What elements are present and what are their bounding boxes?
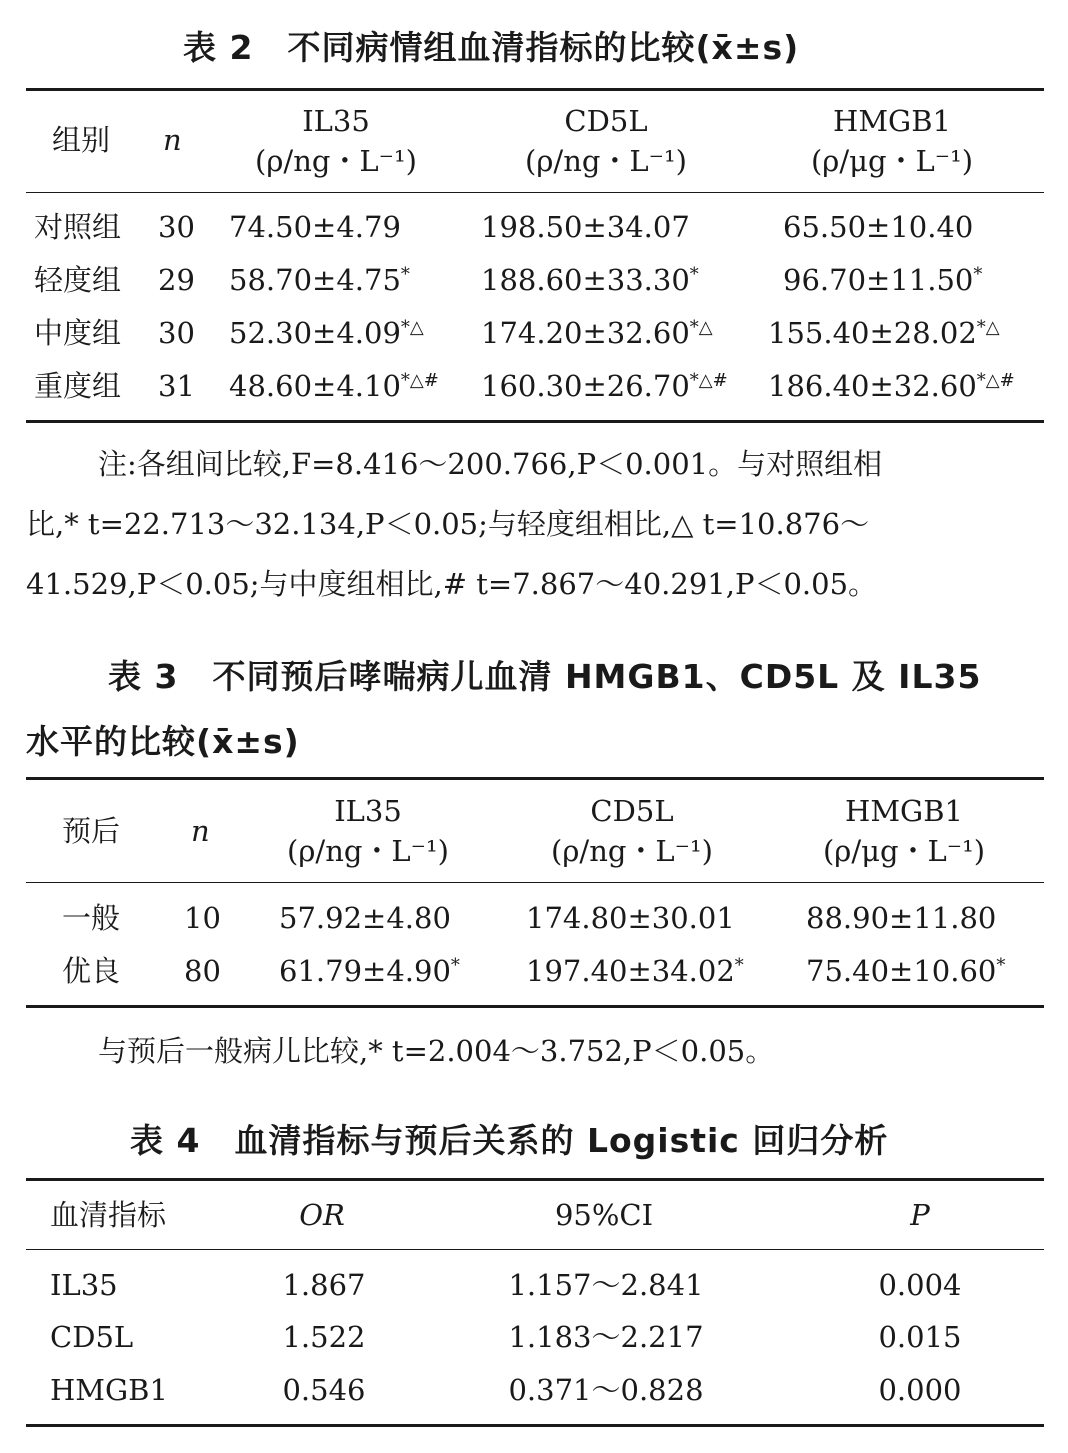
table4-header-index: 血清指标	[50, 1198, 167, 1232]
table3-bottom-rule	[26, 1005, 1044, 1008]
table3-row-il35: 61.79±4.90*	[279, 954, 460, 988]
table3-row-hmgb1: 88.90±11.80	[806, 901, 997, 935]
table3-header-hmgb1-unit: (ρ/μg・L⁻¹)	[822, 834, 986, 868]
table3-header-prognosis: 预后	[62, 814, 121, 848]
table2-header-hmgb1-unit: (ρ/μg・L⁻¹)	[810, 144, 974, 178]
table4-row-index: HMGB1	[50, 1373, 168, 1407]
table4-row-p: 0.015	[878, 1320, 962, 1354]
table4-row-index: IL35	[50, 1268, 118, 1302]
table4-header-p: P	[910, 1198, 930, 1232]
table3-title-line2: 水平的比较(x̄±s)	[26, 722, 300, 761]
table2-row-hmgb1: 186.40±32.60*△#	[768, 369, 1015, 403]
table2-row-il35: 52.30±4.09*△	[229, 316, 424, 350]
table4-row-p: 0.004	[878, 1268, 962, 1302]
table3-row-cd5l: 197.40±34.02*	[526, 954, 744, 988]
table2-row-hmgb1: 155.40±28.02*△	[768, 316, 1000, 350]
table3-header-rule	[26, 882, 1044, 883]
table3-header-hmgb1: HMGB1	[845, 794, 963, 828]
table2-row-cd5l: 198.50±34.07	[481, 210, 690, 244]
table2-note-line: 41.529,P＜0.05;与中度组相比,# t=7.867～40.291,P＜0.05。	[26, 567, 878, 601]
table2-header-cd5l: CD5L	[564, 104, 648, 138]
table4-header-rule	[26, 1249, 1044, 1250]
table2-row-group: 重度组	[34, 369, 122, 403]
table3-top-rule	[26, 777, 1044, 780]
table3-header-cd5l-unit: (ρ/ng・L⁻¹)	[551, 834, 713, 868]
table2-bottom-rule	[26, 420, 1044, 423]
table2-row-il35: 74.50±4.79	[229, 210, 401, 244]
table3-header-il35-unit: (ρ/ng・L⁻¹)	[287, 834, 449, 868]
table4-row-or: 1.867	[282, 1268, 366, 1302]
table3-row-prognosis: 一般	[62, 901, 121, 935]
table2-row-cd5l: 160.30±26.70*△#	[481, 369, 728, 403]
table2-header-n: n	[163, 123, 182, 157]
table2-header-cd5l-unit: (ρ/ng・L⁻¹)	[525, 144, 687, 178]
table2-row-n: 29	[158, 263, 195, 297]
table2-row-n: 30	[158, 316, 195, 350]
table2-row-il35: 58.70±4.75*	[229, 263, 410, 297]
table3-row-il35: 57.92±4.80	[279, 901, 451, 935]
table3-header-n: n	[191, 814, 210, 848]
table2-row-hmgb1: 96.70±11.50*	[783, 263, 983, 297]
table2-row-cd5l: 174.20±32.60*△	[481, 316, 713, 350]
table3-row-hmgb1: 75.40±10.60*	[806, 954, 1006, 988]
table4-header-or: OR	[299, 1198, 345, 1232]
table4-row-ci: 1.183～2.217	[508, 1320, 704, 1354]
table4-row-ci: 1.157～2.841	[508, 1268, 704, 1302]
table2-note-line: 比,* t=22.713～32.134,P＜0.05;与轻度组相比,△ t=10.876～	[26, 507, 870, 541]
table3-row-n: 10	[184, 901, 221, 935]
table2-header-il35-unit: (ρ/ng・L⁻¹)	[255, 144, 417, 178]
table2-row-cd5l: 188.60±33.30*	[481, 263, 699, 297]
table2-header-rule	[26, 192, 1044, 193]
table3-title-line1: 表 3 不同预后哮喘病儿血清 HMGB1、CD5L 及 IL35	[108, 657, 982, 696]
table2-row-n: 31	[158, 369, 195, 403]
table4-top-rule	[26, 1178, 1044, 1181]
table2-row-group: 轻度组	[34, 263, 122, 297]
table4-bottom-rule	[26, 1424, 1044, 1427]
table2-header-group: 组别	[52, 123, 111, 157]
table2-row-n: 30	[158, 210, 195, 244]
table4-row-p: 0.000	[878, 1373, 962, 1407]
table2-note-line: 注:各组间比较,F=8.416～200.766,P＜0.001。与对照组相	[98, 447, 883, 481]
table2-row-group: 中度组	[34, 316, 122, 350]
table3-row-prognosis: 优良	[62, 954, 121, 988]
table2-row-il35: 48.60±4.10*△#	[229, 369, 439, 403]
table4-row-or: 0.546	[282, 1373, 366, 1407]
table4-title: 表 4 血清指标与预后关系的 Logistic 回归分析	[130, 1121, 889, 1160]
table4-header-ci: 95%CI	[554, 1198, 654, 1232]
table3-header-il35: IL35	[334, 794, 402, 828]
table3-note: 与预后一般病儿比较,* t=2.004～3.752,P＜0.05。	[98, 1034, 775, 1068]
table2-top-rule	[26, 88, 1044, 91]
table4-row-or: 1.522	[282, 1320, 366, 1354]
table4-row-ci: 0.371～0.828	[508, 1373, 704, 1407]
table4-row-index: CD5L	[50, 1320, 134, 1354]
table2-title: 表 2 不同病情组血清指标的比较(x̄±s)	[183, 28, 800, 67]
table3-row-n: 80	[184, 954, 221, 988]
table3-row-cd5l: 174.80±30.01	[526, 901, 735, 935]
table3-header-cd5l: CD5L	[590, 794, 674, 828]
table2-row-hmgb1: 65.50±10.40	[783, 210, 974, 244]
table2-row-group: 对照组	[34, 210, 122, 244]
table2-header-hmgb1: HMGB1	[833, 104, 951, 138]
table2-header-il35: IL35	[302, 104, 370, 138]
